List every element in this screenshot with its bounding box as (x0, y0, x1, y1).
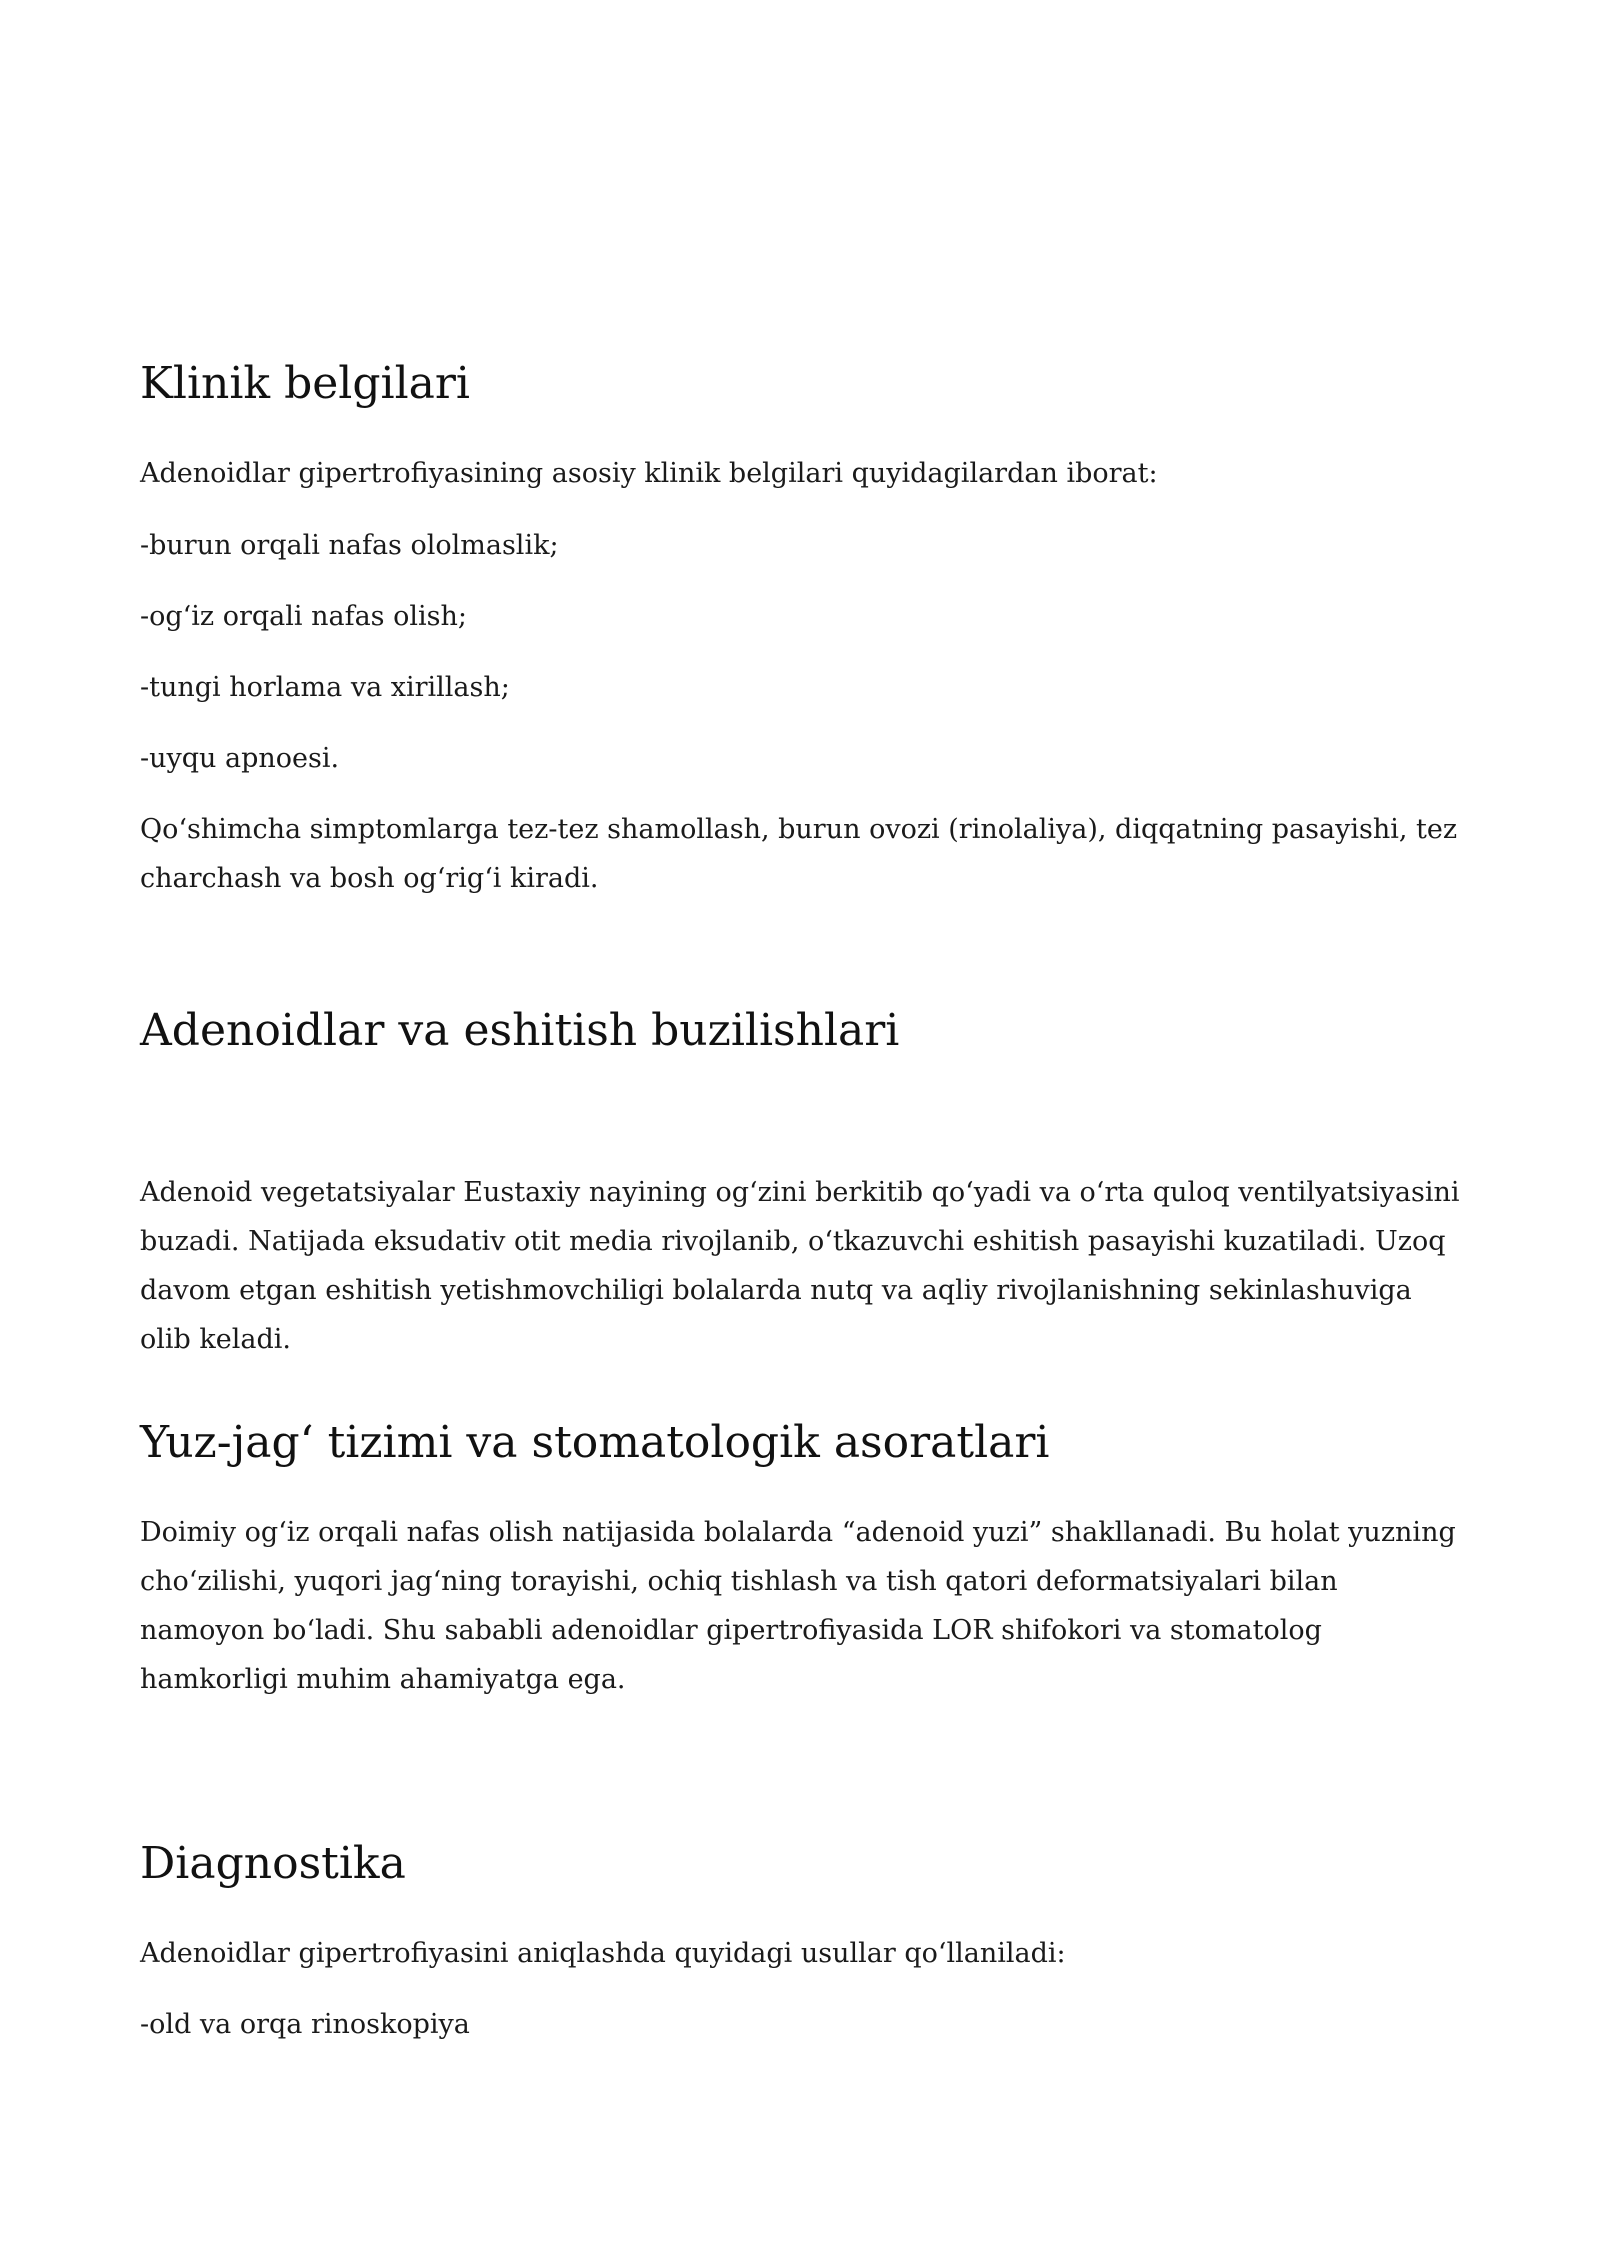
symptom-list (140, 521, 1470, 570)
list-item: -burun orqali nafas ololmaslik; (140, 530, 559, 561)
list-item: -og‘iz orqali nafas olish; (140, 601, 467, 632)
body-paragraph: Adenoid vegetatsiyalar Eustaxiy nayining og‘zini berkitib qo‘yadi va o‘rta quloq ventilyatsiyasini buzadi. Natijada eksudativ otit media rivojlanib, o‘tkazuvchi eshitish pasayishi kuzatiladi. Uzoq davom etgan eshitish yetishmovchiligi bolalarda nutq va aqliy rivojlanishning sekinlashuviga olib keladi. (140, 1177, 1460, 1355)
section-outro (140, 805, 1470, 903)
section-heading: Adenoidlar va eshitish buzilishlari (140, 1005, 900, 1056)
body-paragraph: Doimiy og‘iz orqali nafas olish natijasida bolalarda “adenoid yuzi” shakllanadi. Bu holat yuzning cho‘zilishi, yuqori jag‘ning torayishi, ochiq tishlash va tish qatori deformatsiyalari bilan namoyon bo‘ladi. Shu sababli adenoidlar gipertrofiyasida LOR shifokori va stomatolog hamkorligi muhim ahamiyatga ega. (140, 1517, 1456, 1695)
list-item: -old va orqa rinoskopiya (140, 2009, 470, 2040)
symptom-list (140, 592, 1470, 641)
section-heading: Klinik belgilari (140, 358, 470, 409)
section-klinik-belgilari (140, 356, 1470, 412)
section-heading: Yuz-jag‘ tizimi va stomatologik asoratlari (140, 1417, 1050, 1468)
section-heading: Diagnostika (140, 1838, 406, 1889)
symptom-list (140, 663, 1470, 712)
list-item: -uyqu apnoesi. (140, 743, 340, 774)
section-diagnostika (140, 1836, 1470, 1892)
section-eshitish (140, 1003, 1470, 1059)
section-intro (140, 449, 1470, 498)
section-yuz-jag (140, 1415, 1470, 1471)
section-intro (140, 1929, 1470, 1978)
list-item: -tungi horlama va xirillash; (140, 672, 510, 703)
section-paragraph (140, 1168, 1470, 1364)
symptom-list (140, 734, 1470, 783)
intro-paragraph: Adenoidlar gipertrofiyasini aniqlashda quyidagi usullar qo‘llaniladi: (140, 1938, 1066, 1969)
intro-paragraph: Adenoidlar gipertrofiyasining asosiy klinik belgilari quyidagilardan iborat: (140, 458, 1158, 489)
method-list (140, 2000, 1470, 2049)
section-paragraph (140, 1508, 1470, 1704)
outro-paragraph: Qo‘shimcha simptomlarga tez-tez shamollash, burun ovozi (rinolaliya), diqqatning pasayishi, tez charchash va bosh og‘rig‘i kiradi. (140, 814, 1458, 894)
